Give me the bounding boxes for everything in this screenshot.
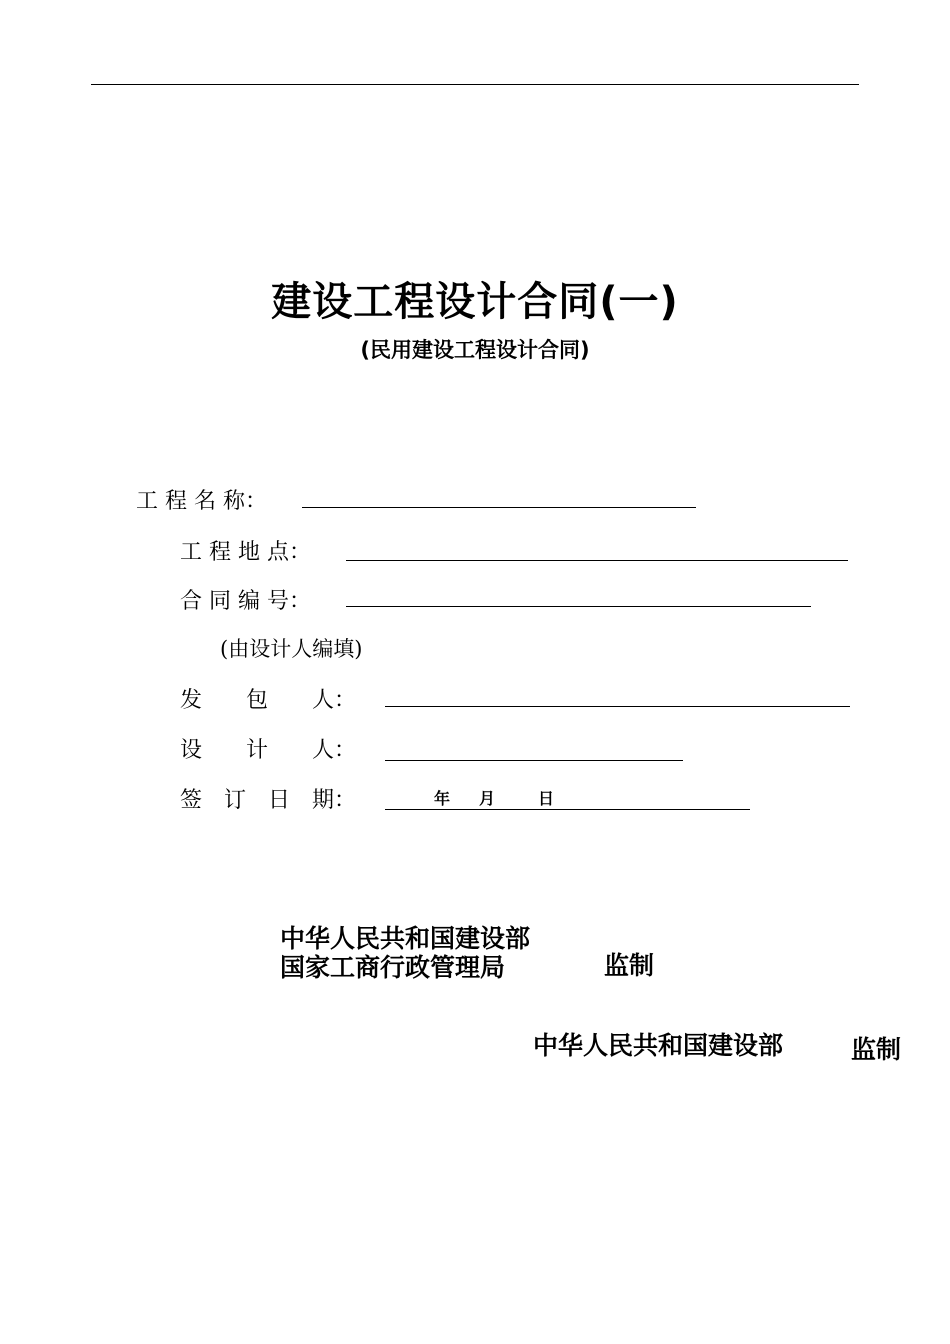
signing-date-label: 签 订 日 期： xyxy=(180,788,357,813)
project-location-label: 工 程 地 点： xyxy=(180,540,311,565)
date-year: 年 xyxy=(434,789,451,808)
date-month: 月 xyxy=(479,789,496,808)
supervisor-ministry: 中华人民共和国建设部 xyxy=(280,924,531,953)
supervisor-ministry-2: 中华人民共和国建设部 xyxy=(533,1031,784,1060)
signing-date-line[interactable] xyxy=(385,809,750,810)
contract-subtitle: (民用建设工程设计合同) xyxy=(360,338,590,362)
contract-title: 建设工程设计合同(一) xyxy=(271,279,679,325)
contract-number-label: 合 同 编 号： xyxy=(180,589,311,614)
designer-label: 设 计 人： xyxy=(180,738,357,763)
designer-line[interactable] xyxy=(385,760,683,761)
header-rule xyxy=(91,84,859,85)
contract-number-line[interactable] xyxy=(346,606,811,607)
contract-number-note: (由设计人编填) xyxy=(220,637,363,661)
employer-line[interactable] xyxy=(385,706,850,707)
employer-label: 发 包 人： xyxy=(180,688,357,713)
project-name-line[interactable] xyxy=(302,507,696,508)
project-location-line[interactable] xyxy=(346,560,848,561)
supervisor-saic: 国家工商行政管理局 xyxy=(280,953,506,982)
supervisor-note: 监制 xyxy=(604,951,655,980)
date-day: 日 xyxy=(538,789,555,808)
supervisor-note-2: 监制 xyxy=(851,1035,902,1064)
project-name-label: 工 程 名 称： xyxy=(136,489,267,514)
